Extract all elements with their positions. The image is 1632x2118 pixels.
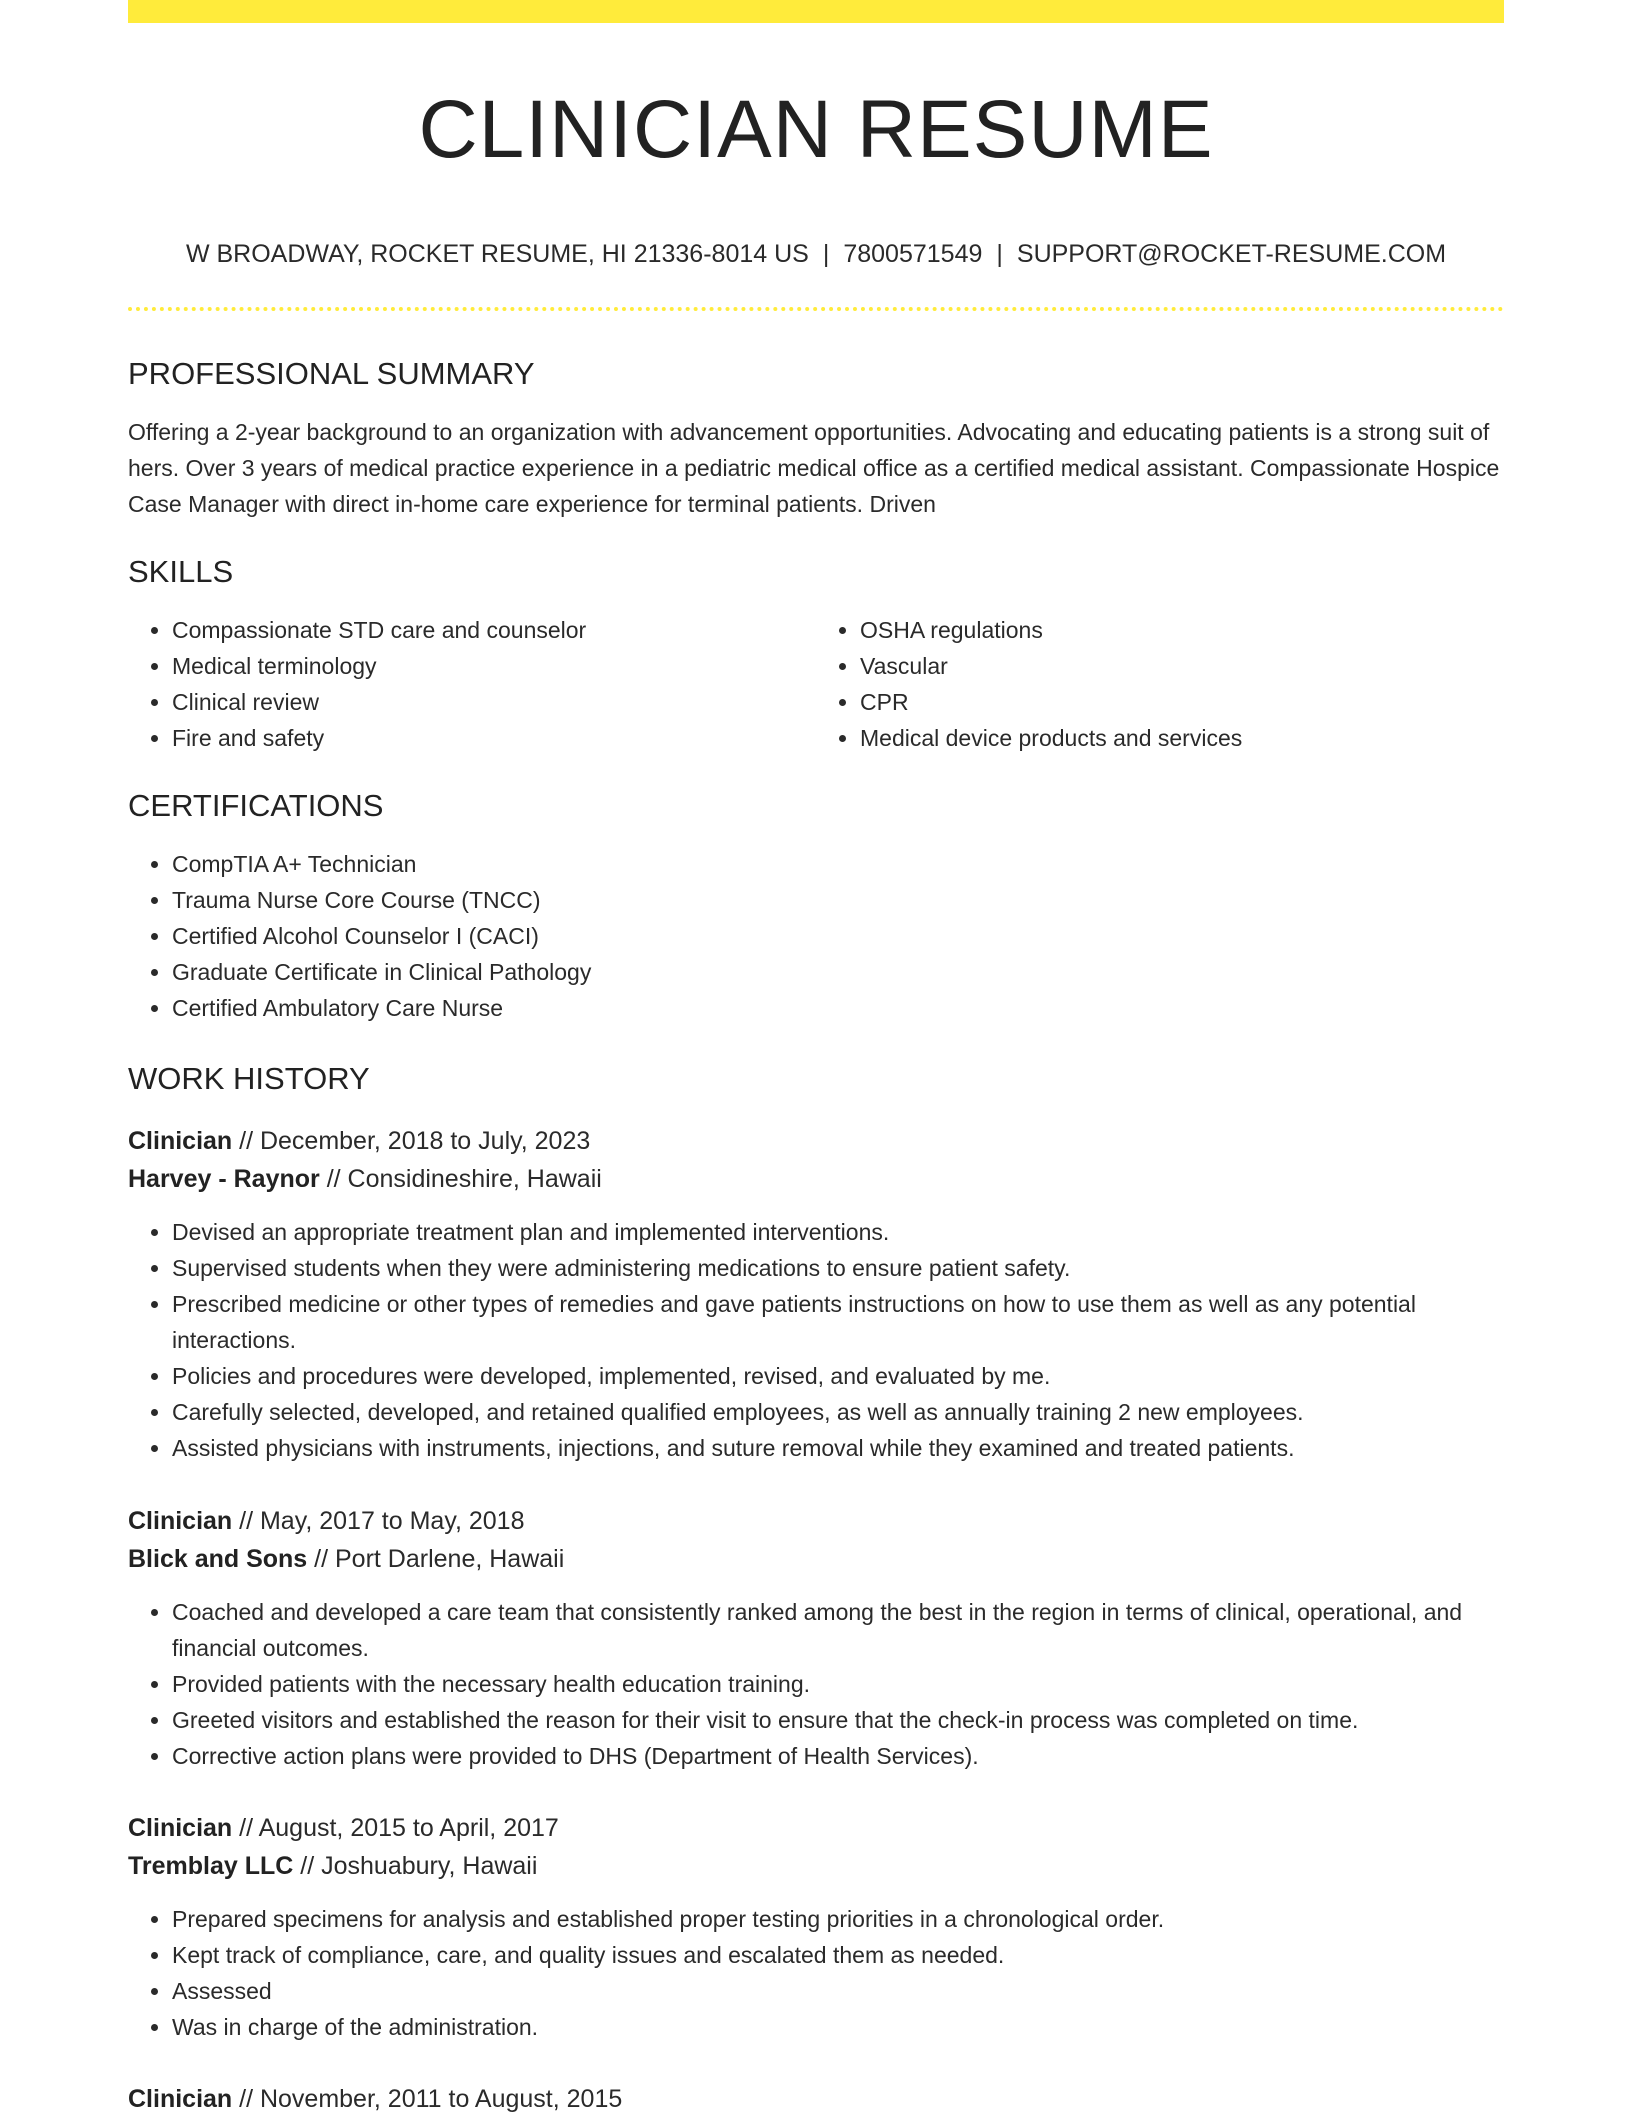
job-title-line	[128, 2080, 1504, 2118]
job-location: // Considineshire, Hawaii	[319, 1165, 602, 1193]
job-bullets	[128, 1594, 1504, 1774]
work-history-section	[128, 1059, 1504, 1099]
summary-section	[128, 354, 1504, 522]
skill-item: • Fire and safety	[172, 720, 816, 756]
certifications-section	[128, 786, 1504, 1026]
contact-phone: 7800571549	[843, 240, 983, 268]
job-location: // Port Darlene, Hawaii	[307, 1545, 565, 1573]
job-company-line	[128, 1540, 1504, 1578]
job-title: Clinician	[128, 1814, 233, 1842]
job-bullet: • Coached and developed a care team that consistently ranked among the best in the region in terms of clinical, operational, and financial outcomes.	[172, 1594, 1504, 1666]
certification-item: • Graduate Certificate in Clinical Pathology	[172, 954, 1504, 990]
summary-text: Offering a 2-year background to an organization with advancement opportunities. Advocating and educating patients is a strong suit of hers. Over 3 years of medical practice experience in a pediatric medical office as a certified medical assistant. Compassionate Hospice Case Manager with direct in-home care experience for terminal patients. Driven	[128, 419, 1500, 517]
job-bullet: • Was in charge of the administration.	[172, 2009, 1504, 2045]
job-bullet: • Kept track of compliance, care, and quality issues and escalated them as needed.	[172, 1937, 1504, 1973]
job-company: Harvey - Raynor	[128, 1165, 320, 1193]
job-title: Clinician	[128, 1127, 233, 1155]
contact-separator: |	[822, 240, 830, 268]
skill-item: • Medical device products and services	[860, 720, 1504, 756]
job-dates: // November, 2011 to August, 2015	[232, 2085, 623, 2113]
job-title-line	[128, 1122, 1504, 1160]
work-history-heading: WORK HISTORY	[128, 1061, 370, 1096]
job-title: Clinician	[128, 2085, 233, 2113]
job-bullet: • Devised an appropriate treatment plan and implemented interventions.	[172, 1214, 1504, 1250]
summary-heading: PROFESSIONAL SUMMARY	[128, 356, 535, 391]
skills-columns	[128, 612, 1504, 756]
contact-line	[128, 236, 1504, 272]
skills-section	[128, 552, 1504, 756]
certification-item: • Trauma Nurse Core Course (TNCC)	[172, 882, 1504, 918]
job-dates: // August, 2015 to April, 2017	[232, 1814, 559, 1842]
contact-separator: |	[996, 240, 1003, 268]
skill-item: • Clinical review	[172, 684, 816, 720]
top-accent-bar	[128, 0, 1504, 23]
job-bullet: • Assisted physicians with instruments, injections, and suture removal while they examined and treated patients.	[172, 1430, 1504, 1466]
job-entry	[128, 1809, 1504, 2045]
job-bullet: • Policies and procedures were developed, implemented, revised, and evaluated by me.	[172, 1358, 1504, 1394]
job-bullet: • Corrective action plans were provided to DHS (Department of Health Services).	[172, 1738, 1504, 1774]
resume-title: CLINICIAN RESUME	[418, 84, 1214, 175]
job-company-line	[128, 1160, 1504, 1198]
skill-item: • CPR	[860, 684, 1504, 720]
job-bullet: • Carefully selected, developed, and retained qualified employees, as well as annually training 2 new employees.	[172, 1394, 1504, 1430]
job-company-line	[128, 1847, 1504, 1885]
skill-item: • Medical terminology	[172, 648, 816, 684]
header-divider	[128, 307, 1504, 311]
job-dates: // May, 2017 to May, 2018	[232, 1507, 525, 1535]
job-dates: // December, 2018 to July, 2023	[232, 1127, 591, 1155]
skill-item: • Compassionate STD care and counselor	[172, 612, 816, 648]
job-company: Tremblay LLC	[128, 1852, 294, 1880]
skill-item: • OSHA regulations	[860, 612, 1504, 648]
certifications-list	[128, 846, 1504, 1026]
job-entry	[128, 1122, 1504, 1466]
skills-list-left	[128, 612, 816, 756]
job-company: Blick and Sons	[128, 1545, 308, 1573]
job-bullet: • Prescribed medicine or other types of remedies and gave patients instructions on how to use them as well as any potential interactions.	[172, 1286, 1504, 1358]
job-entry	[128, 1502, 1504, 1774]
job-bullet: • Provided patients with the necessary health education training.	[172, 1666, 1504, 1702]
job-entry	[128, 2080, 1504, 2118]
contact-email: SUPPORT@ROCKET-RESUME.COM	[1016, 240, 1447, 268]
skills-list-right	[816, 612, 1504, 756]
certifications-heading: CERTIFICATIONS	[128, 788, 384, 823]
certification-item: • Certified Alcohol Counselor I (CACI)	[172, 918, 1504, 954]
job-bullet: • Assessed	[172, 1973, 1504, 2009]
skill-item: • Vascular	[860, 648, 1504, 684]
contact-address: W BROADWAY, ROCKET RESUME, HI 21336-8014 US	[185, 240, 809, 268]
job-title-line	[128, 1502, 1504, 1540]
certification-item: • Certified Ambulatory Care Nurse	[172, 990, 1504, 1026]
job-title-line	[128, 1809, 1504, 1847]
job-bullets	[128, 1901, 1504, 2045]
job-bullet: • Supervised students when they were administering medications to ensure patient safety.	[172, 1250, 1504, 1286]
job-location: // Joshuabury, Hawaii	[293, 1852, 538, 1880]
job-title: Clinician	[128, 1507, 233, 1535]
job-bullets	[128, 1214, 1504, 1466]
certification-item: • CompTIA A+ Technician	[172, 846, 1504, 882]
job-bullet: • Greeted visitors and established the reason for their visit to ensure that the check-in process was completed on time.	[172, 1702, 1504, 1738]
skills-heading: SKILLS	[128, 554, 234, 589]
job-bullet: • Prepared specimens for analysis and established proper testing priorities in a chronological order.	[172, 1901, 1504, 1937]
